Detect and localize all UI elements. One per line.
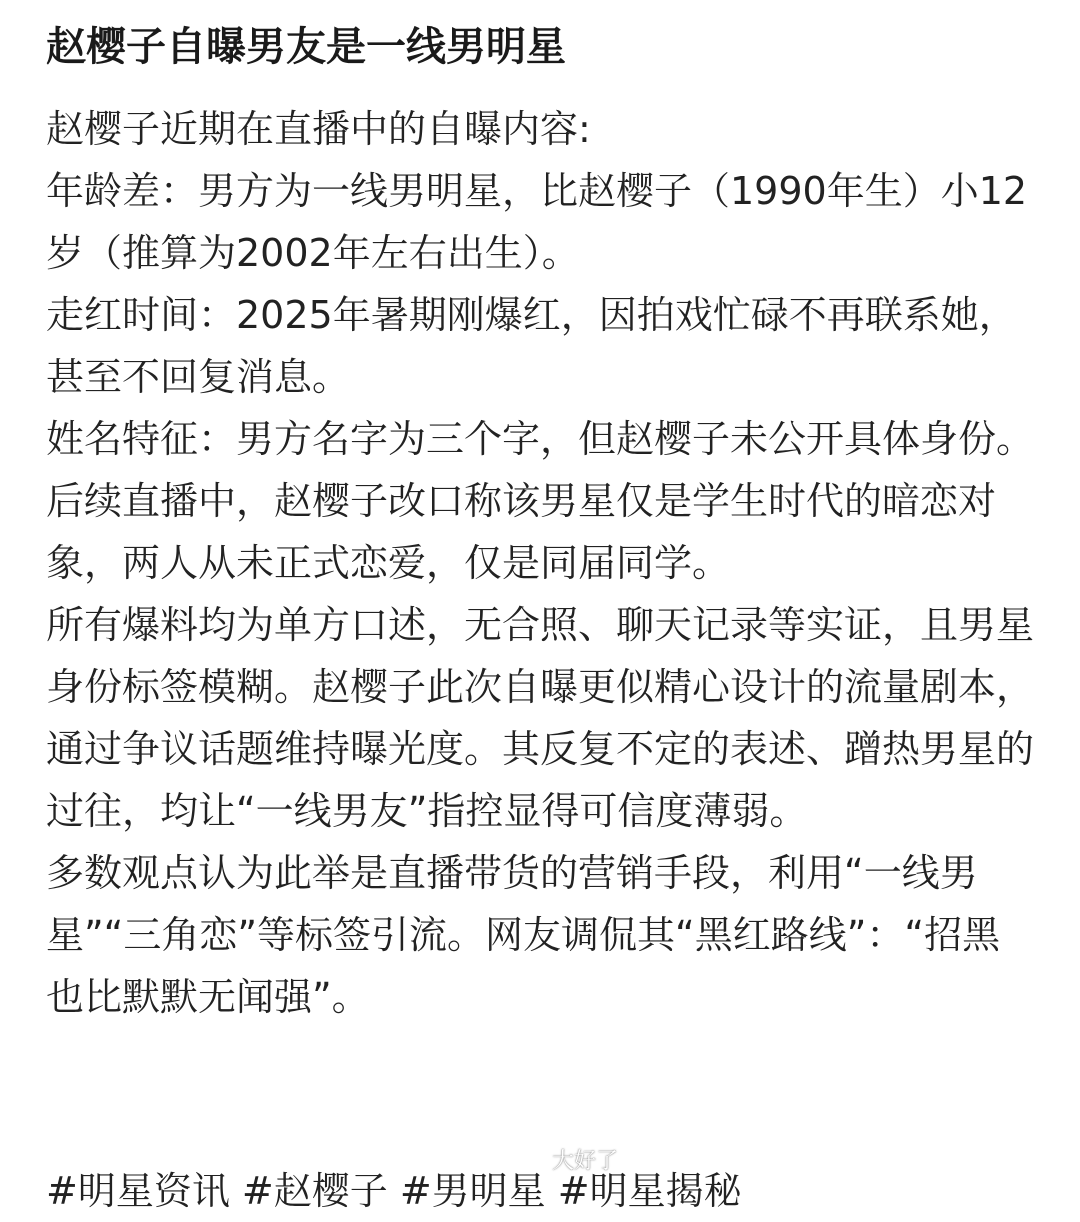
weibo-logo-icon bbox=[520, 1145, 548, 1173]
post-body bbox=[46, 98, 1036, 1028]
paragraph: 走红时间：2025年暑期刚爆红，因拍戏忙碌不再联系她，甚至不回复消息。 bbox=[46, 293, 1017, 399]
hashtag-line[interactable]: #明星资讯 #赵樱子 #男明星 #明星揭秘 bbox=[46, 1169, 742, 1213]
paragraph: 所有爆料均为单方口述，无合照、聊天记录等实证，且男星身份标签模糊。赵樱子此次自曝更似精心设计的流量剧本，通过争议话题维持曝光度。其反复不定的表述、蹭热男星的过往，均让“一线男友”指控显得可信度薄弱。 bbox=[46, 603, 1035, 833]
paragraph: 后续直播中，赵樱子改口称该男星仅是学生时代的暗恋对象，两人从未正式恋爱，仅是同届同学。 bbox=[46, 479, 997, 585]
watermark-text: 大好了 bbox=[552, 1148, 619, 1174]
paragraph: 多数观点认为此举是直播带货的营销手段，利用“一线男星”“三角恋”等标签引流。网友调侃其“黑红路线”：“招黑也比默默无闻强”。 bbox=[46, 851, 1001, 1019]
paragraph: 赵樱子近期在直播中的自曝内容: bbox=[46, 107, 591, 151]
paragraph: 年龄差：男方为一线男明星，比赵樱子（1990年生）小12岁（推算为2002年左右出生）。 bbox=[46, 169, 1028, 275]
paragraph: 姓名特征：男方名字为三个字，但赵樱子未公开具体身份。 bbox=[46, 417, 1035, 461]
post-title: 赵樱子自曝男友是一线男明星 bbox=[46, 24, 566, 70]
watermark bbox=[520, 1142, 618, 1176]
